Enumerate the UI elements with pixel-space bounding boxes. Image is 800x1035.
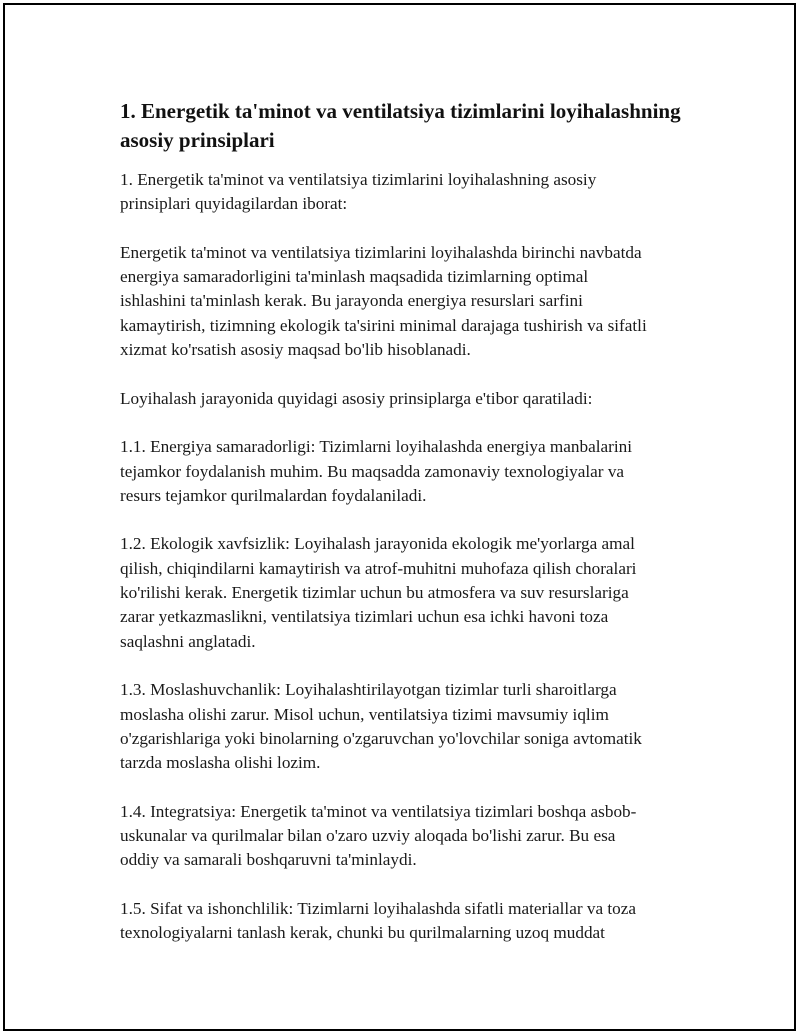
paragraph-principles-lead: Loyihalash jarayonida quyidagi asosiy prinsiplarga e'tibor qaratiladi: [120, 388, 593, 408]
paragraph-overview: Energetik ta'minot va ventilatsiya tizimlarini loyihalashda birinchi navbatda energiya samaradorligini ta'minlash maqsadida tizimlarning optimal ishlashini ta'minlash kerak. Bu jarayonda energiya resurslari sarfini kamaytirish, tizimning ekologik ta'sirini minimal darajaga tushirish va sifatli xizmat ko'rsatish asosiy maqsad bo'lib hisoblanadi. [120, 242, 647, 360]
document-body [120, 97, 690, 970]
paragraph-intro: 1. Energetik ta'minot va ventilatsiya tizimlarini loyihalashning asosiy prinsiplari quyidagilardan iborat: [120, 170, 597, 214]
paragraph-flexibility: 1.3. Moslashuvchanlik: Loyihalashtirilayotgan tizimlar turli sharoitlarga moslasha olishi zarur. Misol uchun, ventilatsiya tizimi mavsumiy iqlim o'zgarishlariga yoki binolarning o'zgaruvchan yo'lovchilar soniga avtomatik tarzda moslasha olishi lozim. [120, 680, 642, 773]
document-title: 1. Energetik ta'minot va ventilatsiya tizimlarini loyihalashning asosiy prinsiplari [120, 99, 681, 152]
paragraph-energy-efficiency: 1.1. Energiya samaradorligi: Tizimlarni loyihalashda energiya manbalarini tejamkor foydalanish muhim. Bu maqsadda zamonaviy texnologiyalar va resurs tejamkor qurilmalardan foydalaniladi. [120, 437, 632, 505]
paragraph-quality-reliability: 1.5. Sifat va ishonchlilik: Tizimlarni loyihalashda sifatli materiallar va toza texnologiyalarni tanlash kerak, chunki bu qurilmalarning uzoq muddat [120, 898, 636, 943]
paragraph-integration: 1.4. Integratsiya: Energetik ta'minot va ventilatsiya tizimlari boshqa asbob- uskunalar va qurilmalar bilan o'zaro uzviy aloqada bo'lishi zarur. Bu esa oddiy va samarali boshqaruvni ta'minlaydi. [120, 801, 637, 870]
page-frame [3, 3, 796, 1031]
paragraph-ecological-safety: 1.2. Ekologik xavfsizlik: Loyihalash jarayonida ekologik me'yorlarga amal qilish, chiqindilarni kamaytirish va atrof-muhitni muhofaza qilish choralari ko'rilishi kerak. Energetik tizimlar uchun bu atmosfera va suv resurslariga zarar yetkazmaslikni, ventilatsiya tizimlari uchun esa ichki havoni toza saqlashni anglatadi. [120, 534, 637, 651]
